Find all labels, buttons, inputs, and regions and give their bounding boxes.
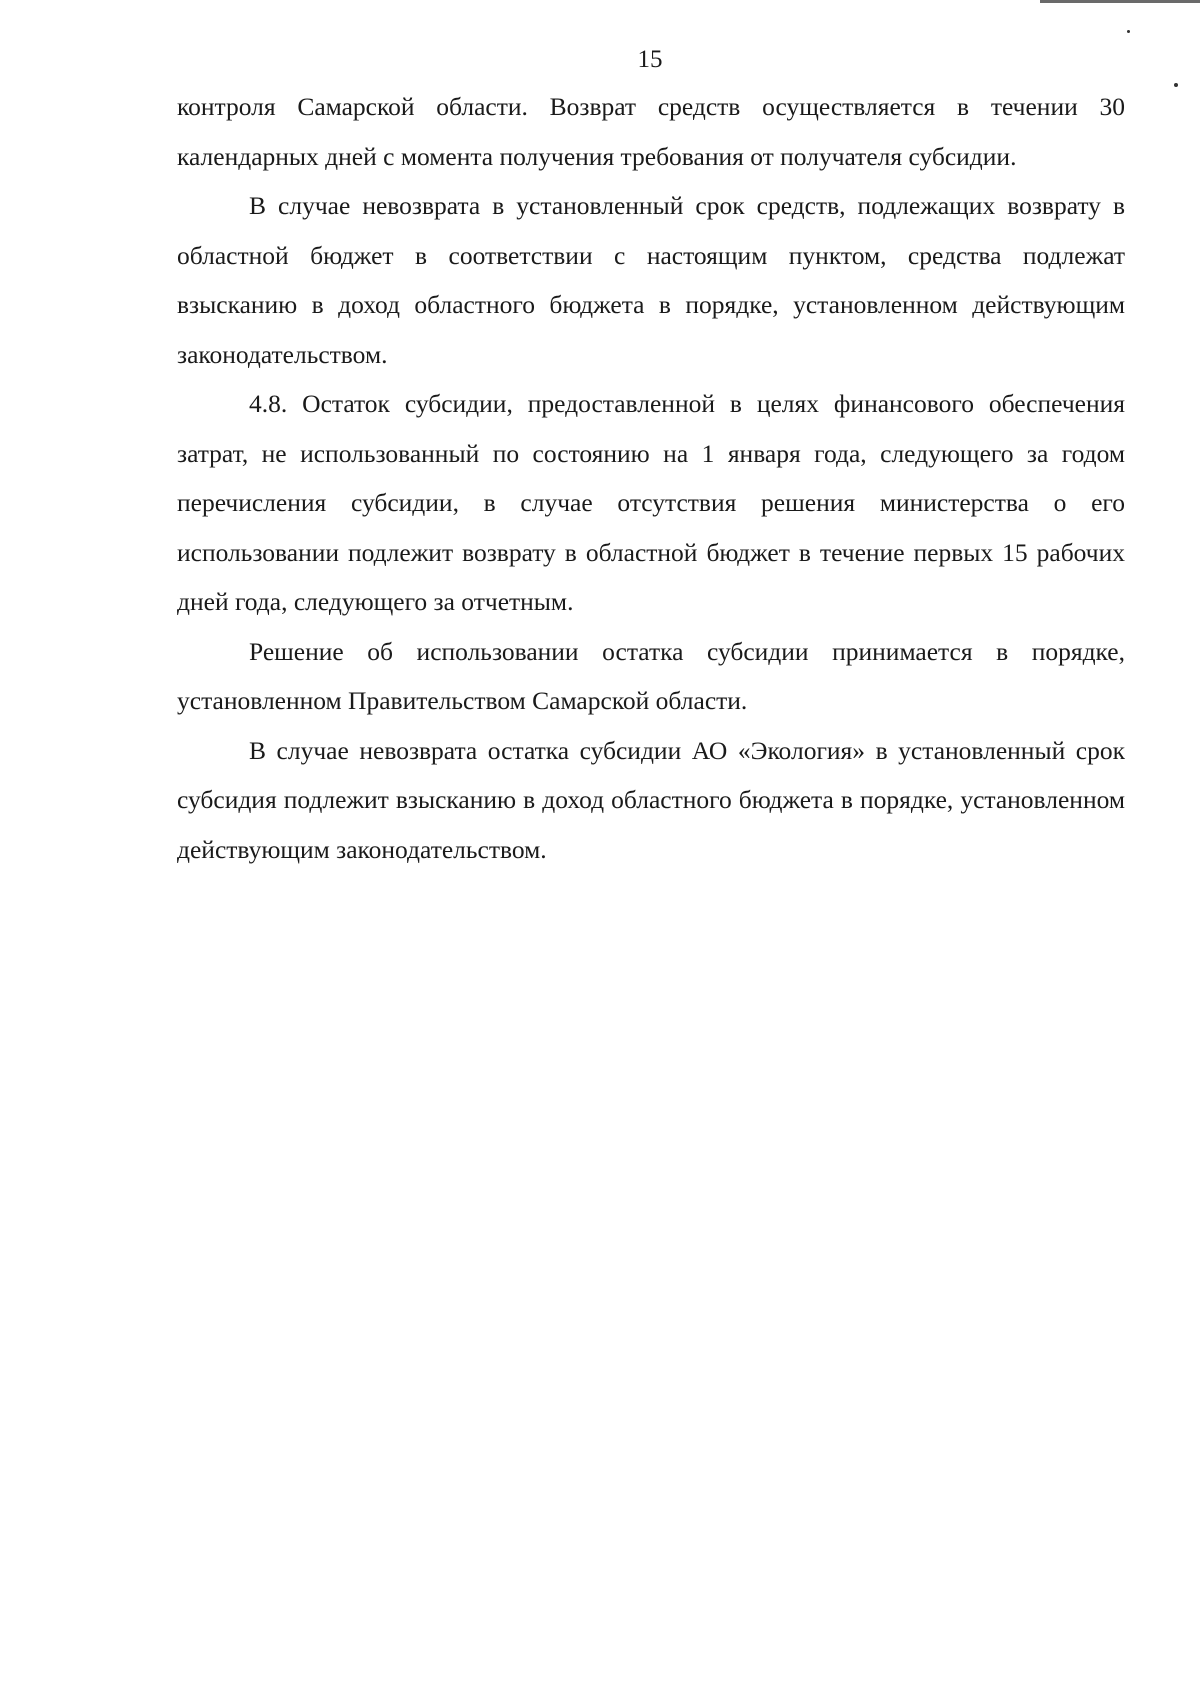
scan-artifact-dot	[1174, 83, 1178, 87]
document-body	[177, 82, 1125, 874]
scan-artifact-dot	[1127, 30, 1130, 33]
scan-artifact-line	[1040, 0, 1200, 3]
paragraph-clause-4-8: 4.8. Остаток субсидии, предоставленной в целях финансового обеспечения затрат, не использованный по состоянию на 1 января года, следующего за годом перечисления субсидии, в случае отсутствия решения министерства о его использовании подлежит возврату в областной бюджет в течение первых 15 рабочих дней года, следующего за отчетным.	[177, 389, 1125, 616]
paragraph: В случае невозврата в установленный срок средств, подлежащих возврату в областной бюджет в соответствии с настоящим пунктом, средства подлежат взысканию в доход областного бюджета в порядке, установленном действующим законодательством.	[177, 191, 1125, 369]
page-number: 15	[637, 46, 663, 73]
paragraph: В случае невозврата остатка субсидии АО «Экология» в установленный срок субсидия подлежит взысканию в доход областного бюджета в порядке, установленном действующим законодательством.	[177, 735, 1125, 864]
paragraph-continuation: контроля Самарской области. Возврат средств осуществляется в течении 30 календарных дней с момента получения требования от получателя субсидии.	[177, 92, 1125, 171]
paragraph: Решение об использовании остатка субсидии принимается в порядке, установленном Правительством Самарской области.	[177, 636, 1125, 715]
